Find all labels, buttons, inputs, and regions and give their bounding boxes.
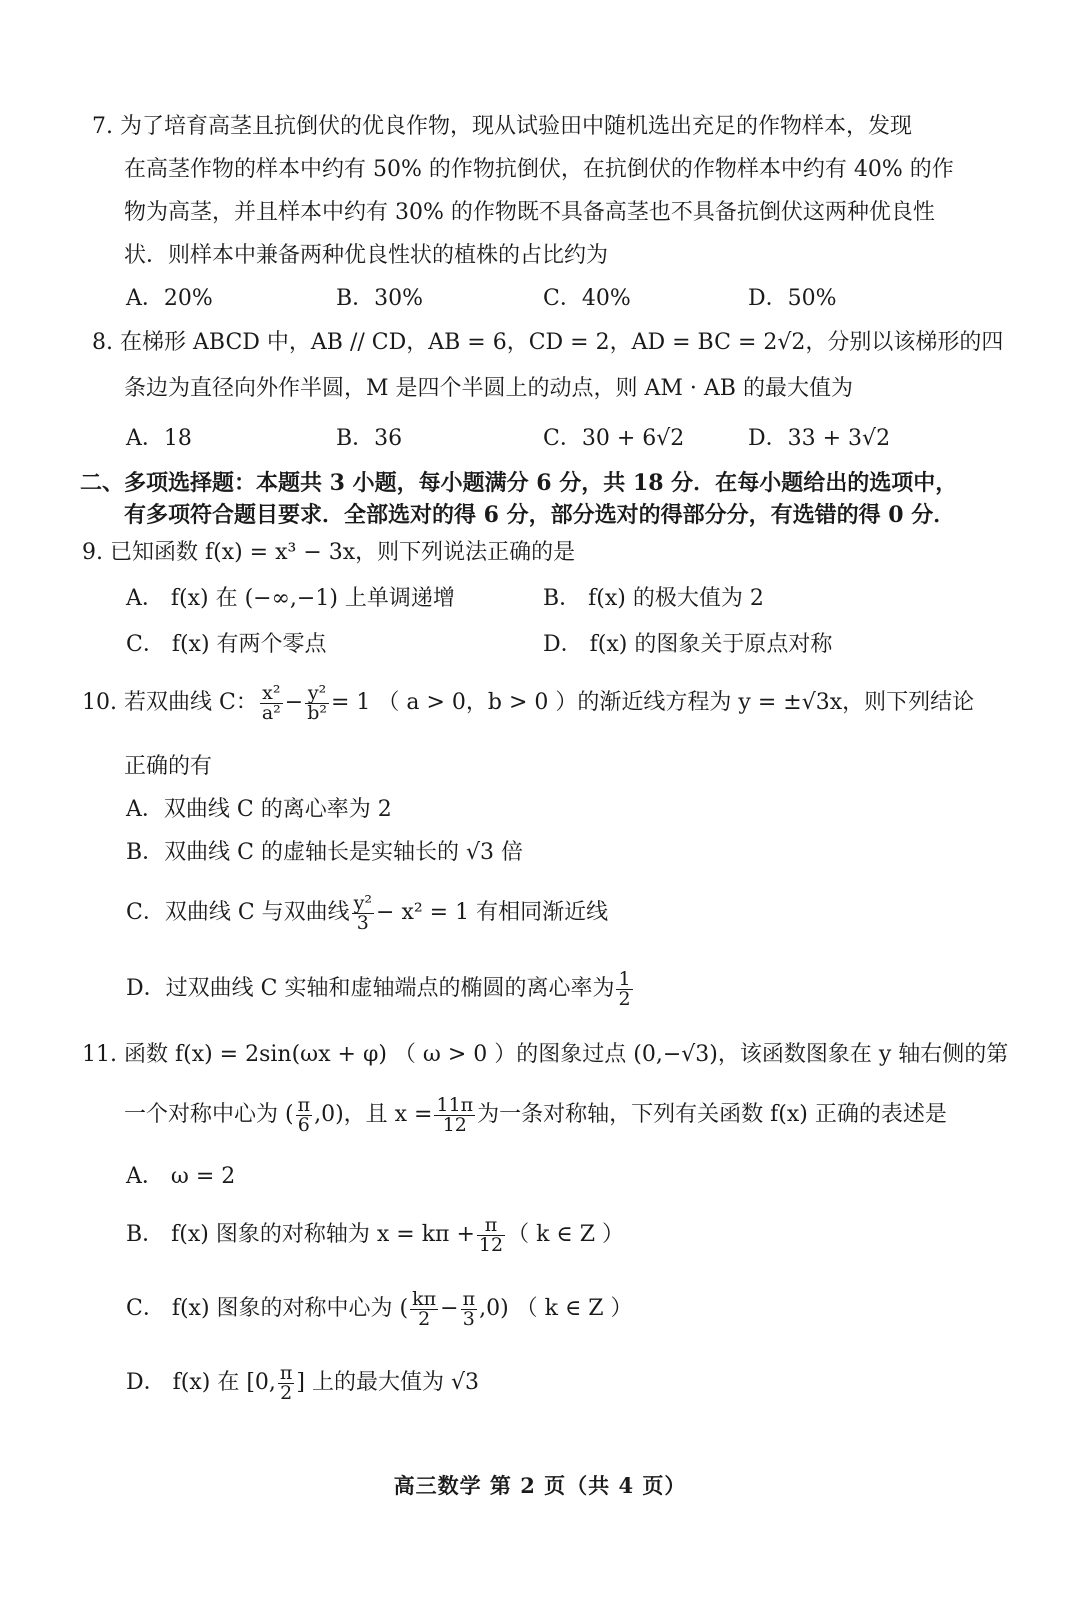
q7-option-b: B．30% (336, 286, 424, 311)
q11-option-a: A． ω = 2 (126, 1164, 236, 1189)
q10-option-b: B．双曲线 C 的虚轴长是实轴长的 √3 倍 (126, 840, 523, 865)
q11-fraction-pi-6: $\frac{\pi}{6}$ (297, 1093, 311, 1136)
q8-option-d: D．33 + 3√2 (748, 426, 891, 451)
q8-line1: 8. 在梯形 ABCD 中，AB // CD，AB = 6，CD = 2，AD = BC = 2√2，分别以该梯形的四 (92, 330, 1004, 355)
q8-option-c: C．30 + 6√2 (543, 426, 685, 451)
q10-line1 (82, 678, 974, 728)
q11-option-c: C． f(x) 图象的对称中心为 ( $\frac{k\pi}{2}$ − $\frac{\pi}{3}$ ,0) （ k ∈ Z ） (126, 1287, 633, 1330)
q9-option-b: B． f(x) 的极大值为 2 (543, 586, 764, 611)
q10-option-c: C．双曲线 C 与双曲线 $\frac{\text{y²}}{3}$ − x² = 1 有相同渐近线 (126, 891, 609, 934)
q9-option-c: C． f(x) 有两个零点 (126, 632, 327, 657)
q11-fraction-11pi-12: $\frac{11\pi}{12}$ (436, 1093, 474, 1136)
q10-line2: 正确的有 (124, 754, 213, 779)
q9-option-a: A． f(x) 在 (−∞,−1) 上单调递增 (126, 586, 455, 611)
q7-line3: 物为高茎，并且样本中约有 30% 的作物既不具备高茎也不具备抗倒伏这两种优良性 (124, 200, 935, 225)
q10-suffix: = 1 （ a > 0，b > 0 ）的渐近线方程为 y = ±√3x，则下列结论 (330, 690, 975, 715)
q10-fraction-y2-b2: $\frac{\text{y²}}{\text{b²}}$ (307, 681, 327, 724)
q7-line4: 状．则样本中兼备两种优良性状的植株的占比约为 (124, 243, 609, 268)
q11-optc-fraction-2: $\frac{\pi}{3}$ (462, 1287, 476, 1330)
q9-line1: 9. 已知函数 f(x) = x³ − 3x，则下列说法正确的是 (82, 540, 576, 565)
page-footer: 高三数学 第 2 页（共 4 页） (393, 1473, 687, 1498)
q7-option-a: A．20% (126, 286, 213, 311)
q10-optd-fraction: $\frac{1}{2}$ (618, 967, 631, 1010)
q11-optb-fraction: $\frac{\pi}{12}$ (478, 1213, 504, 1256)
q10-prefix: 10. 若双曲线 C： (82, 690, 258, 715)
q10-option-a: A．双曲线 C 的离心率为 2 (126, 797, 392, 822)
q11-line2: 一个对称中心为 ( $\frac{\pi}{6}$ ,0)，且 x = $\frac{11\pi}{12}$ 为一条对称轴，下列有关函数 f(x) 正确的表述是 (124, 1093, 947, 1136)
q10-fraction-x2-a2: $\frac{\text{x²}}{\text{a²}}$ (261, 681, 281, 724)
q11-optc-fraction-1: $\frac{k\pi}{2}$ (412, 1287, 437, 1330)
q11-option-d: D． f(x) 在 [0, $\frac{\pi}{2}$ ] 上的最大值为 √3 (126, 1361, 480, 1404)
q7-option-d: D．50% (748, 286, 837, 311)
q7-line2: 在高茎作物的样本中约有 50% 的作物抗倒伏，在抗倒伏的作物样本中约有 40% 的作 (124, 157, 954, 182)
q9-option-d: D． f(x) 的图象关于原点对称 (543, 632, 833, 657)
q11-line1: 11. 函数 f(x) = 2sin(ωx + φ) （ ω > 0 ）的图象过点 (0,−√3)，该函数图象在 y 轴右侧的第 (82, 1042, 1009, 1067)
q10-minus: − (284, 690, 304, 715)
q11-optd-fraction: $\frac{\pi}{2}$ (279, 1361, 293, 1404)
q8-option-b: B．36 (336, 426, 403, 451)
q11-option-b: B． f(x) 图象的对称轴为 x = kπ + $\frac{\pi}{12}$ （ k ∈ Z ） (126, 1213, 624, 1256)
q7-option-c: C．40% (543, 286, 631, 311)
q8-line2: 条边为直径向外作半圆，M 是四个半圆上的动点，则 AM · AB 的最大值为 (124, 376, 853, 401)
q7-line1: 7. 为了培育高茎且抗倒伏的优良作物，现从试验田中随机选出充足的作物样本，发现 (92, 114, 912, 139)
section2-heading-line1: 二、多项选择题：本题共 3 小题，每小题满分 6 分，共 18 分．在每小题给出的选项中， (80, 470, 958, 496)
section2-heading-line2: 有多项符合题目要求．全部选对的得 6 分，部分选对的得部分分，有选错的得 0 分． (124, 502, 956, 528)
q10-option-d: D．过双曲线 C 实轴和虚轴端点的椭圆的离心率为 $\frac{1}{2}$ (126, 967, 631, 1010)
q8-option-a: A．18 (126, 426, 192, 451)
q10-optc-fraction: $\frac{\text{y²}}{3}$ (353, 891, 373, 934)
